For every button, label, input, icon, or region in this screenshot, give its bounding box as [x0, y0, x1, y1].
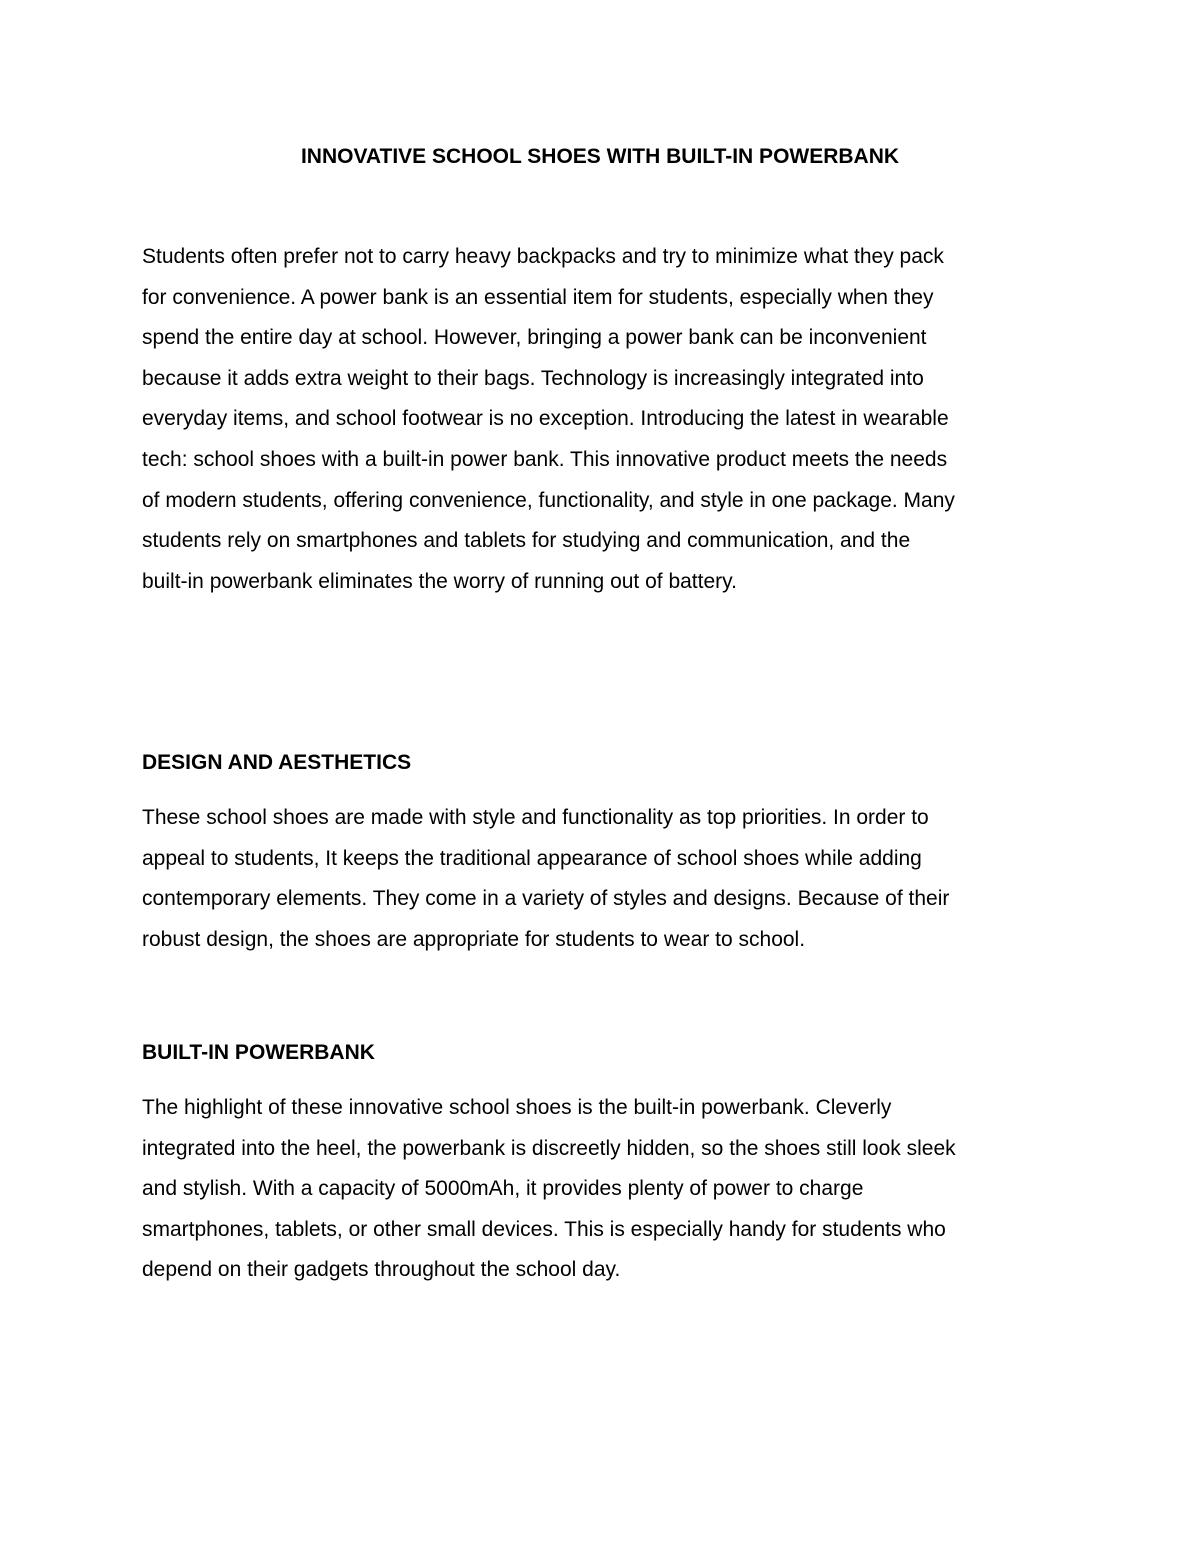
document-title: INNOVATIVE SCHOOL SHOES WITH BUILT-IN POWERBANK — [300, 145, 900, 168]
intro-line: because it adds extra weight to their bags. Technology is increasingly integrated into — [142, 366, 924, 390]
intro-line: Students often prefer not to carry heavy backpacks and try to minimize what they pack — [142, 245, 944, 268]
intro-line: for convenience. A power bank is an essential item for students, especially when they — [142, 285, 934, 309]
powerbank-paragraph — [142, 1088, 1082, 1291]
intro-line: everyday items, and school footwear is no exception. Introducing the latest in wearable — [142, 407, 949, 431]
design-line: robust design, the shoes are appropriate for students to wear to school. — [142, 927, 806, 951]
intro-line: spend the entire day at school. However, bringing a power bank can be inconvenient — [142, 326, 927, 350]
powerbank-line: and stylish. With a capacity of 5000mAh, it provides plenty of power to charge — [142, 1177, 864, 1201]
intro-line: built-in powerbank eliminates the worry of running out of battery. — [142, 569, 737, 593]
section-heading-design: DESIGN AND AESTHETICS — [142, 751, 412, 774]
design-line: appeal to students, It keeps the traditional appearance of school shoes while adding — [142, 846, 922, 870]
intro-line: of modern students, offering convenience, functionality, and style in one package. Many — [142, 488, 955, 512]
powerbank-line: smartphones, tablets, or other small devices. This is especially handy for students who — [142, 1217, 946, 1241]
design-line: contemporary elements. They come in a variety of styles and designs. Because of their — [142, 887, 950, 911]
intro-line: tech: school shoes with a built-in power bank. This innovative product meets the needs — [142, 447, 948, 471]
powerbank-line: The highlight of these innovative school shoes is the built-in powerbank. Cleverly — [142, 1096, 892, 1119]
powerbank-line: integrated into the heel, the powerbank is discreetly hidden, so the shoes still look sleek — [142, 1136, 956, 1160]
design-line: These school shoes are made with style and functionality as top priorities. In order to — [142, 806, 929, 829]
intro-paragraph — [142, 237, 1082, 602]
section-heading-powerbank: BUILT-IN POWERBANK — [142, 1041, 375, 1064]
design-paragraph — [142, 798, 1082, 960]
powerbank-line: depend on their gadgets throughout the school day. — [142, 1258, 621, 1282]
intro-line: students rely on smartphones and tablets for studying and communication, and the — [142, 529, 911, 553]
